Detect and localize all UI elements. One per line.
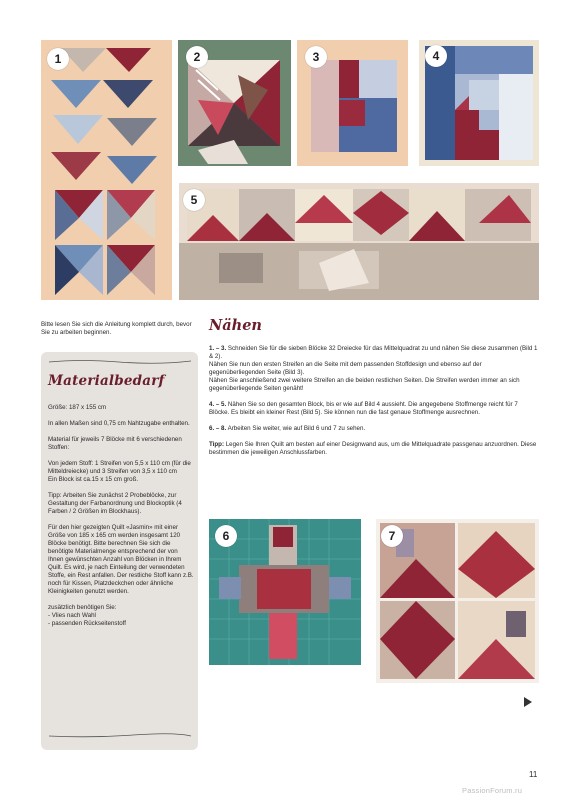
photo-1 [41, 40, 172, 300]
photo-6 [209, 519, 361, 665]
material-paragraph: Größe: 187 x 155 cm [48, 404, 107, 411]
photo-number-badge: 1 [47, 48, 69, 70]
page-number: 11 [529, 770, 538, 779]
step-paragraph [209, 425, 539, 433]
step-paragraph [209, 401, 539, 417]
squiggle-divider-bottom [41, 732, 198, 740]
step-paragraph [209, 345, 539, 393]
sewing-title: Nähen [209, 317, 262, 334]
photo-number-badge: 5 [183, 189, 205, 211]
photo-number-badge: 7 [381, 525, 403, 547]
material-paragraph: Material für jeweils 7 Blöcke mit 6 verschiedenen Stoffen: [48, 436, 182, 451]
material-paragraph: Für den hier gezeigten Quilt «Jasmin» mit einer Größe von 185 x 165 cm werden insgesamt 120 Blöcke benötigt. Bitte berechnen Sie sich die benötigte Materialmenge entsprechend der von Ihnen gewünschten Anzahl von Blöcken in Ihrem Quilt. Es wird, je nach Einteilung der verwendeten Stoffe, ein Rest anfallen. Der restliche Stoff kann z.B. noch für Kissen, Platzdeckchen oder ähnliche Kleinigkeiten genutzt werden. [48, 524, 194, 595]
step-text: Schneiden Sie für die sieben Blöcke 32 Dreiecke für das Mittelquadrat zu und nähen Sie diese zusammen (Bild 1 & 2). Nähen Sie nun den ersten Streifen an die Seite mit dem passenden Stoffdesign und ebenso auf der gegenüberliegenden Seite (Bild 3). Nähen Sie anschließend zwei weitere Streifen an die beiden restlichen Seiten. Die Streifen werden immer an sich gegenüberliegende Seiten genäht! [209, 345, 538, 392]
photo-3 [297, 40, 408, 166]
material-box [41, 352, 198, 750]
watermark: PassionForum.ru [462, 786, 523, 795]
step-paragraph [209, 441, 539, 457]
step-text: Arbeiten Sie weiter, wie auf Bild 6 und 7 zu sehen. [226, 425, 366, 432]
photo-4 [419, 40, 539, 166]
step-label: 1. – 3. [209, 345, 227, 352]
material-paragraph: In allen Maßen sind 0,75 cm Nahtzugabe enthalten. [48, 420, 190, 427]
material-text [48, 404, 194, 636]
intro-note: Bitte lesen Sie sich die Anleitung komplett durch, bevor Sie zu arbeiten beginnen. [41, 321, 192, 337]
photo-number-badge: 3 [305, 46, 327, 68]
photo-5 [179, 183, 539, 300]
sewing-steps [209, 345, 539, 465]
squiggle-divider-top [41, 358, 198, 366]
photo-number-badge: 2 [186, 46, 208, 68]
step-text: Legen Sie Ihren Quilt am besten auf einer Designwand aus, um die Mittelquadrate passgenau anzuordnen. Diese bestimmen die jeweiligen Anschlussfarben. [209, 441, 537, 456]
play-arrow-icon [524, 697, 532, 707]
photo-number-badge: 6 [215, 525, 237, 547]
step-label: 6. – 8. [209, 425, 227, 432]
material-paragraph: zusätzlich benötigen Sie: - Vlies nach Wahl - passenden Rückseitenstoff [48, 604, 126, 627]
material-paragraph: Tipp: Arbeiten Sie zunächst 2 Probeblöcke, zur Gestaltung der Farbanordnung und Blockoptik (4 Farben / 2 Größen im Blockhaus). [48, 492, 182, 515]
photo-2 [178, 40, 291, 166]
material-paragraph: Von jedem Stoff: 1 Streifen von 5,5 x 110 cm (für die Mitteldreiecke) und 3 Streifen von 3,5 x 110 cm Ein Block ist ca.15 x 15 cm groß. [48, 460, 191, 483]
photo-7 [376, 519, 539, 683]
step-text: Nähen Sie so den gesamten Block, bis er wie auf Bild 4 aussieht. Die angegebene Stoffmenge reicht für 7 Blöcke. Es bleibt ein kleiner Rest (Bild 5). Sie können nun die fast genaue Stoffmenge ausrechnen. [209, 401, 518, 416]
material-title: Materialbedarf [48, 373, 165, 389]
photo-number-badge: 4 [425, 45, 447, 67]
step-label: 4. – 5. [209, 401, 227, 408]
step-label: Tipp: [209, 441, 225, 448]
